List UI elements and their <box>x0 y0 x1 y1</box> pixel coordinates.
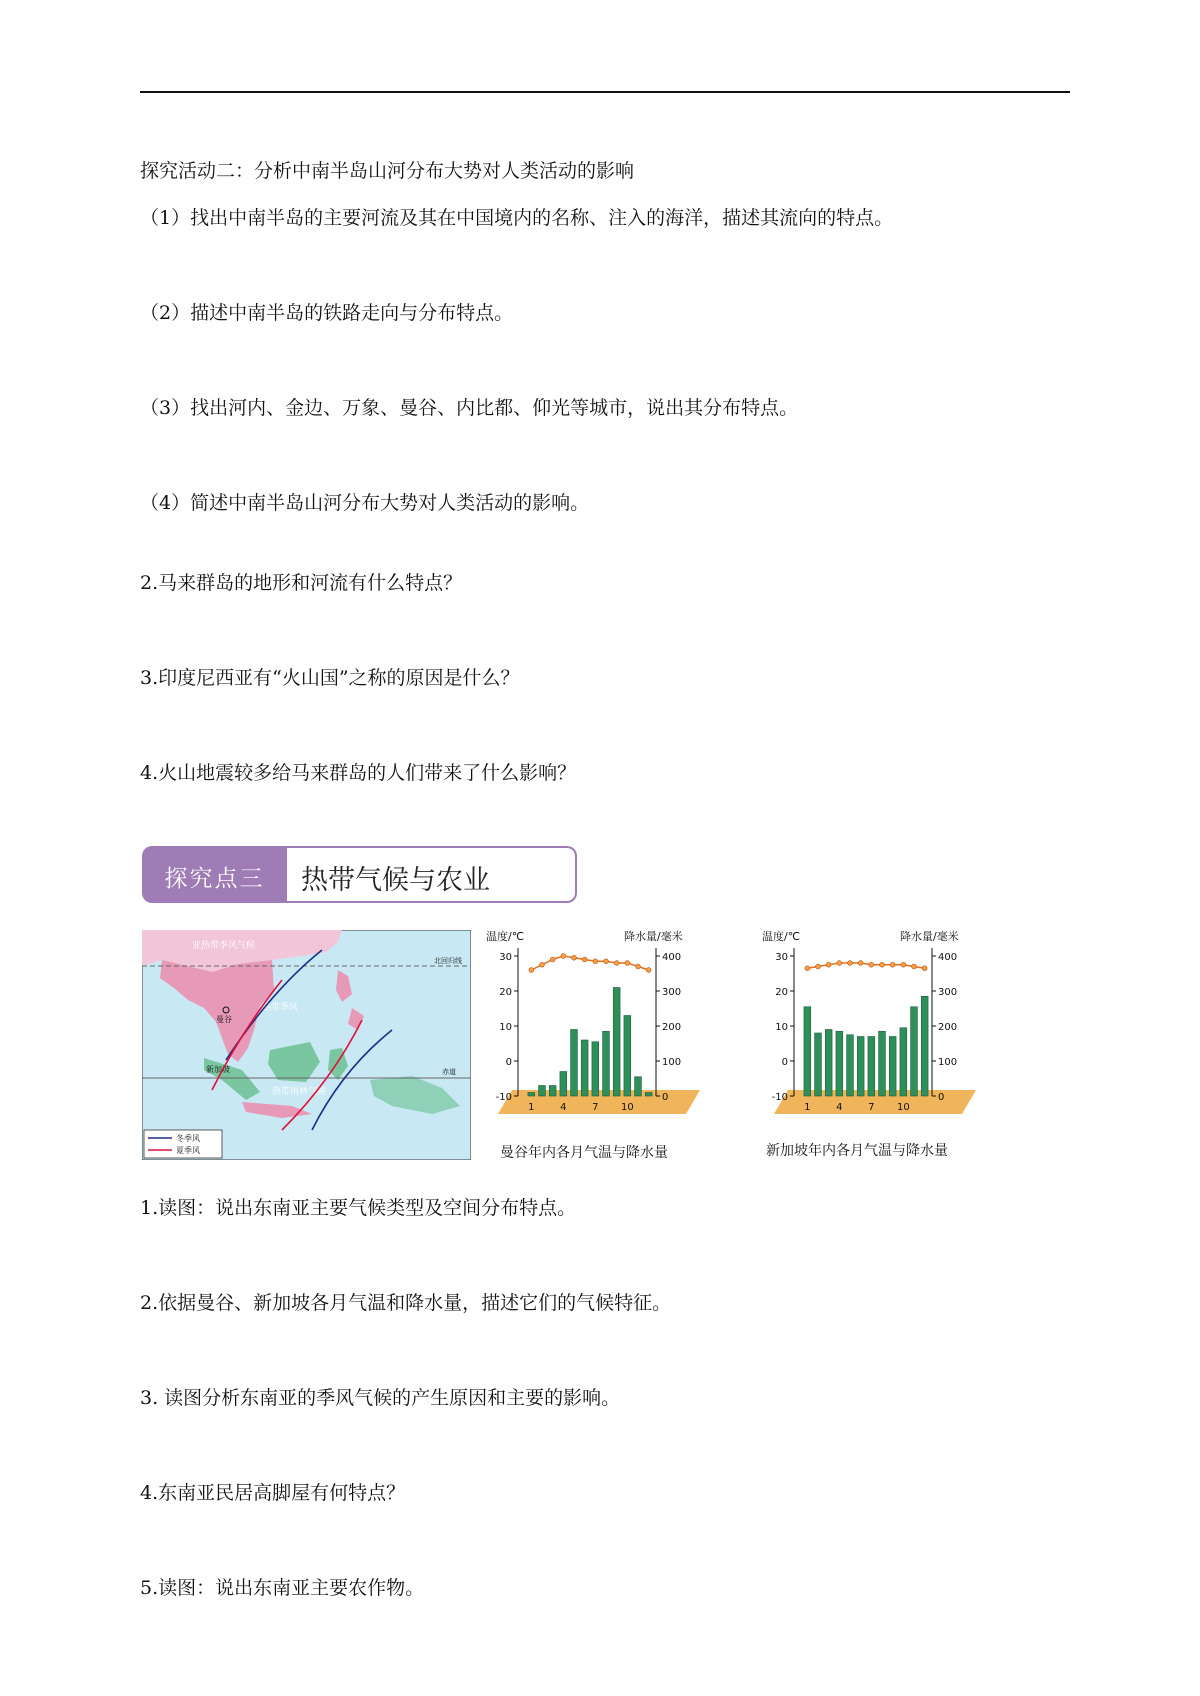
precip-bar <box>900 1028 907 1096</box>
precip-bar <box>857 1037 864 1097</box>
precip-bar <box>836 1031 843 1096</box>
left-tick-label: 0 <box>781 1057 788 1068</box>
temperature-point <box>604 959 609 964</box>
precip-bar <box>889 1037 896 1097</box>
temperature-point <box>593 959 598 964</box>
bangkok-label: 曼谷 <box>216 1015 232 1024</box>
precip-bar <box>921 996 928 1096</box>
temperature-point <box>646 968 651 973</box>
precip-bar <box>847 1035 854 1096</box>
right-tick-label: 100 <box>662 1057 682 1068</box>
precip-bar <box>645 1093 652 1097</box>
temperature-point <box>561 954 566 959</box>
temperature-point <box>869 962 874 967</box>
precip-bar <box>635 1077 642 1096</box>
singapore-label: 新加坡 <box>206 1065 230 1074</box>
temperature-point <box>858 961 863 966</box>
temperature-point <box>880 962 885 967</box>
legend-summer-label: 夏季风 <box>176 1146 200 1155</box>
precip-bar <box>613 988 620 1097</box>
temperature-point <box>816 964 821 969</box>
section-banner <box>142 846 580 903</box>
left-axis-label: 温度/℃ <box>762 930 801 943</box>
left-tick-label: 0 <box>505 1057 512 1068</box>
section-tag <box>142 846 287 903</box>
temperature-point <box>529 968 534 973</box>
right-tick-label: 400 <box>938 952 958 963</box>
precip-bar <box>804 1007 811 1096</box>
activity-question-3: （3）找出河内、金边、万象、曼谷、内比都、仰光等城市，说出其分布特点。 <box>140 397 799 419</box>
precip-bar <box>879 1031 886 1096</box>
activity-title: 探究活动二：分析中南半岛山河分布大势对人类活动的影响 <box>140 160 635 182</box>
right-axis-label: 降水量/毫米 <box>624 930 683 943</box>
tropic-label: 北回归线 <box>434 957 462 965</box>
left-tick-label: 20 <box>775 987 788 998</box>
left-tick-label: 10 <box>499 1022 512 1033</box>
precip-bar <box>549 1086 556 1097</box>
legend-winter-label: 冬季风 <box>176 1134 200 1143</box>
section-title-box <box>287 846 577 903</box>
precip-bar <box>581 1040 588 1096</box>
precip-bar <box>528 1093 535 1097</box>
rainforest-label: 热带雨林气候 <box>272 1087 327 1097</box>
temperature-line <box>807 963 924 968</box>
question-3-indonesia: 3.印度尼西亚有“火山国”之称的原因是什么？ <box>140 667 520 689</box>
precip-bar <box>815 1033 822 1096</box>
left-axis-label: 温度/℃ <box>486 930 525 943</box>
tropical-monsoon-label: 热带季风 <box>262 1003 299 1013</box>
temperature-point <box>625 961 630 966</box>
right-tick-label: 200 <box>662 1022 682 1033</box>
right-tick-label: 300 <box>938 987 958 998</box>
subtropical-label: 亚热带季风气候 <box>192 941 256 951</box>
section-tag-text: 探究点三 <box>164 866 265 892</box>
right-tick-label: 400 <box>662 952 682 963</box>
left-tick-label: 30 <box>499 952 512 963</box>
x-tick-label: 7 <box>868 1102 875 1113</box>
right-tick-label: 200 <box>938 1022 958 1033</box>
right-axis-label: 降水量/毫米 <box>900 930 959 943</box>
question-4-volcano: 4.火山地震较多给马来群岛的人们带来了什么影响？ <box>140 762 577 784</box>
right-tick-label: 100 <box>938 1057 958 1068</box>
question-3-monsoon: 3. 读图分析东南亚的季风气候的产生原因和主要的影响。 <box>140 1387 621 1409</box>
right-tick-label: 300 <box>662 987 682 998</box>
precip-bar <box>539 1086 546 1097</box>
temperature-point <box>826 962 831 967</box>
left-tick-label: -10 <box>495 1092 512 1103</box>
temperature-point <box>912 964 917 969</box>
left-tick-label: -10 <box>771 1092 788 1103</box>
bangkok-chart-title: 曼谷年内各月气温与降水量 <box>500 1145 668 1161</box>
right-tick-label: 0 <box>938 1092 945 1103</box>
left-tick-label: 20 <box>499 987 512 998</box>
temperature-point <box>837 961 842 966</box>
bangkok-climate-chart <box>484 928 704 1128</box>
activity-question-2: （2）描述中南半岛的铁路走向与分布特点。 <box>140 302 514 324</box>
temperature-point <box>805 966 810 971</box>
precip-bar <box>571 1030 578 1097</box>
precip-bar <box>560 1072 567 1097</box>
left-tick-label: 30 <box>775 952 788 963</box>
precip-bar <box>603 1031 610 1096</box>
singapore-chart-title: 新加坡年内各月气温与降水量 <box>766 1143 948 1159</box>
question-2-climate-features: 2.依据曼谷、新加坡各月气温和降水量，描述它们的气候特征。 <box>140 1292 672 1314</box>
x-tick-label: 10 <box>896 1102 910 1113</box>
question-1-climate: 1.读图：说出东南亚主要气候类型及空间分布特点。 <box>140 1197 577 1219</box>
southeast-asia-climate-map <box>142 930 471 1160</box>
precip-bar <box>825 1030 832 1097</box>
temperature-point <box>922 966 927 971</box>
question-5-crops: 5.读图：说出东南亚主要农作物。 <box>140 1577 425 1599</box>
activity-question-1: （1）找出中南半岛的主要河流及其在中国境内的名称、注入的海洋，描述其流向的特点。 <box>140 207 894 229</box>
precip-bar <box>624 1016 631 1097</box>
temperature-point <box>890 962 895 967</box>
precip-bar <box>592 1042 599 1096</box>
x-tick-label: 7 <box>592 1102 599 1113</box>
temperature-point <box>901 962 906 967</box>
activity-question-4: （4）简述中南半岛山河分布大势对人类活动的影响。 <box>140 492 590 514</box>
question-2-malay: 2.马来群岛的地形和河流有什么特点？ <box>140 572 463 594</box>
x-tick-label: 10 <box>620 1102 634 1113</box>
header-rule <box>140 91 1070 93</box>
precip-bar <box>868 1037 875 1097</box>
temperature-point <box>550 957 555 962</box>
left-tick-label: 10 <box>775 1022 788 1033</box>
x-tick-label: 1 <box>528 1102 535 1113</box>
x-tick-label: 1 <box>804 1102 811 1113</box>
precip-bar <box>911 1007 918 1096</box>
temperature-point <box>540 962 545 967</box>
temperature-point <box>848 961 853 966</box>
section-title: 热带气候与农业 <box>301 865 490 896</box>
temperature-point <box>582 957 587 962</box>
question-4-stilt-house: 4.东南亚民居高脚屋有何特点？ <box>140 1482 406 1504</box>
singapore-climate-chart <box>760 928 980 1128</box>
equator-label: 赤道 <box>442 1068 456 1076</box>
x-tick-label: 4 <box>560 1102 567 1113</box>
temperature-point <box>572 955 577 960</box>
temperature-point <box>636 964 641 969</box>
temperature-point <box>614 961 619 966</box>
right-tick-label: 0 <box>662 1092 669 1103</box>
temperature-line <box>531 956 648 970</box>
x-tick-label: 4 <box>836 1102 843 1113</box>
